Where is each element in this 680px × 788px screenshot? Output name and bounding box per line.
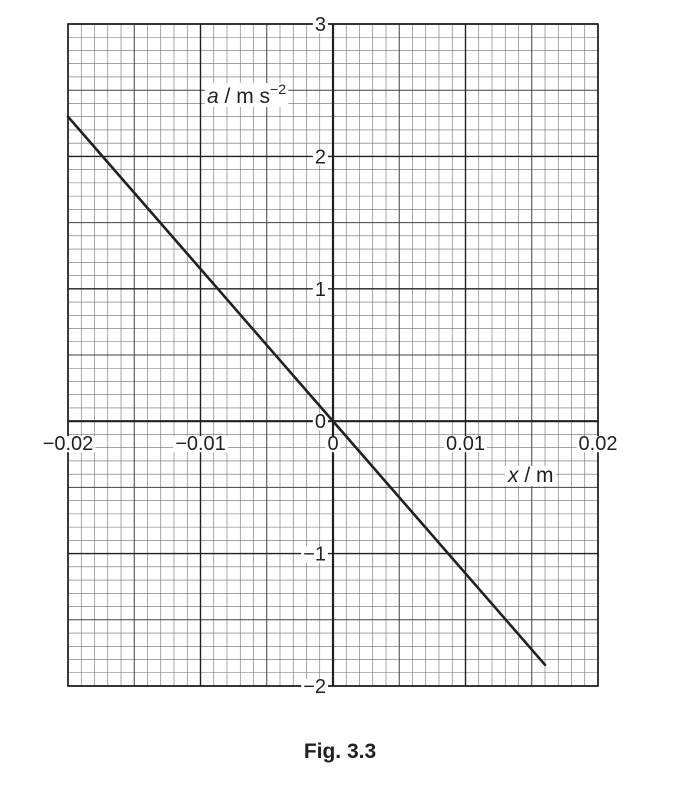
y-tick-label: −1 <box>303 543 326 566</box>
y-axis-label-exponent: −2 <box>270 81 286 97</box>
y-axis-label-unit: m s <box>236 85 271 108</box>
y-tick-label: −2 <box>303 676 326 698</box>
figure-caption: Fig. 3.3 <box>303 740 377 763</box>
x-tick-label: −0.01 <box>175 433 226 456</box>
x-axis-label-sep: / <box>518 464 537 487</box>
y-tick-label: 0 <box>314 411 326 434</box>
x-axis-label-var: x <box>508 464 519 487</box>
x-tick-label: 0.01 <box>446 433 485 456</box>
x-tick-labels <box>41 433 620 455</box>
y-tick-label: 3 <box>314 14 326 36</box>
x-axis-label-unit: m <box>536 464 554 487</box>
y-tick-label: 2 <box>314 146 326 169</box>
x-tick-label: 0.02 <box>578 433 618 456</box>
x-axis-label <box>507 464 554 487</box>
y-axis-label-sep: / <box>218 85 237 108</box>
y-axis-label-var: a <box>207 85 219 108</box>
y-tick-label: 1 <box>314 278 326 301</box>
x-tick-label: −0.02 <box>42 433 94 456</box>
x-tick-label: 0 <box>327 433 339 456</box>
